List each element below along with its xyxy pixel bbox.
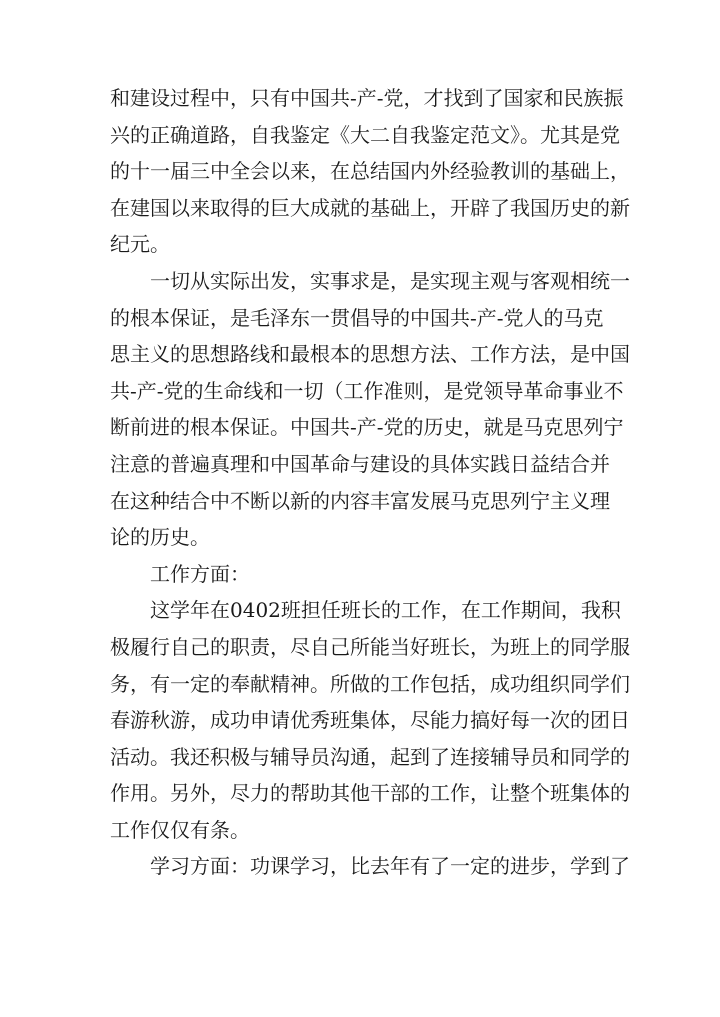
text-line: 注意的普遍真理和中国革命与建设的具体实践日益结合并 — [110, 451, 610, 476]
text-line: 的根本保证，是毛泽东一贯倡导的中国共-产-党人的马克 — [110, 305, 604, 330]
text-line: 共-产-党的生命线和一切（工作准则，是党领导革命事业不 — [110, 378, 624, 403]
text-line: 的十一届三中全会以来，在总结国内外经验教训的基础上， — [110, 159, 630, 184]
text-line: 思主义的思想路线和最根本的思想方法、工作方法，是中国 — [110, 342, 630, 367]
text-line: 兴的正确道路，自我鉴定《大二自我鉴定范文》。尤其是党 — [110, 122, 620, 147]
text-line: 和建设过程中，只有中国共-产-党，才找到了国家和民族振 — [110, 86, 624, 110]
text-line: 工作方面： — [150, 561, 250, 586]
text-line: 工作仅仅有条。 — [110, 817, 250, 842]
text-line: 在这种结合中不断以新的内容丰富发展马克思列宁主义理 — [110, 488, 610, 513]
document-body — [110, 80, 630, 885]
paragraph-study — [110, 848, 630, 885]
text-line: 春游秋游，成功申请优秀班集体，尽能力搞好每一次的团日 — [110, 708, 630, 733]
text-line: 论的历史。 — [110, 525, 210, 550]
paragraph-2 — [110, 263, 630, 556]
paragraph-work — [110, 592, 630, 848]
text-line: 一切从实际出发，实事求是，是实现主观与客观相统一 — [150, 268, 630, 293]
text-line: 这学年在0402班担任班长的工作，在工作期间，我积 — [150, 598, 621, 623]
text-line: 在建国以来取得的巨大成就的基础上，开辟了我国历史的新 — [110, 195, 630, 220]
text-line: 务，有一定的奉献精神。所做的工作包括，成功组织同学们 — [110, 671, 630, 696]
text-line: 断前进的根本保证。中国共-产-党的历史，就是马克思列宁 — [110, 415, 624, 440]
text-line: 纪元。 — [110, 232, 170, 257]
text-line: 学习方面：功课学习，比去年有了一定的进步，学到了 — [150, 854, 630, 879]
paragraph-1 — [110, 80, 630, 263]
section-heading-work — [110, 556, 610, 593]
text-line: 作用。另外，尽力的帮助其他干部的工作，让整个班集体的 — [110, 781, 630, 806]
text-line: 活动。我还积极与辅导员沟通，起到了连接辅导员和同学的 — [110, 744, 630, 769]
text-line: 极履行自己的职责，尽自己所能当好班长，为班上的同学服 — [110, 634, 630, 659]
